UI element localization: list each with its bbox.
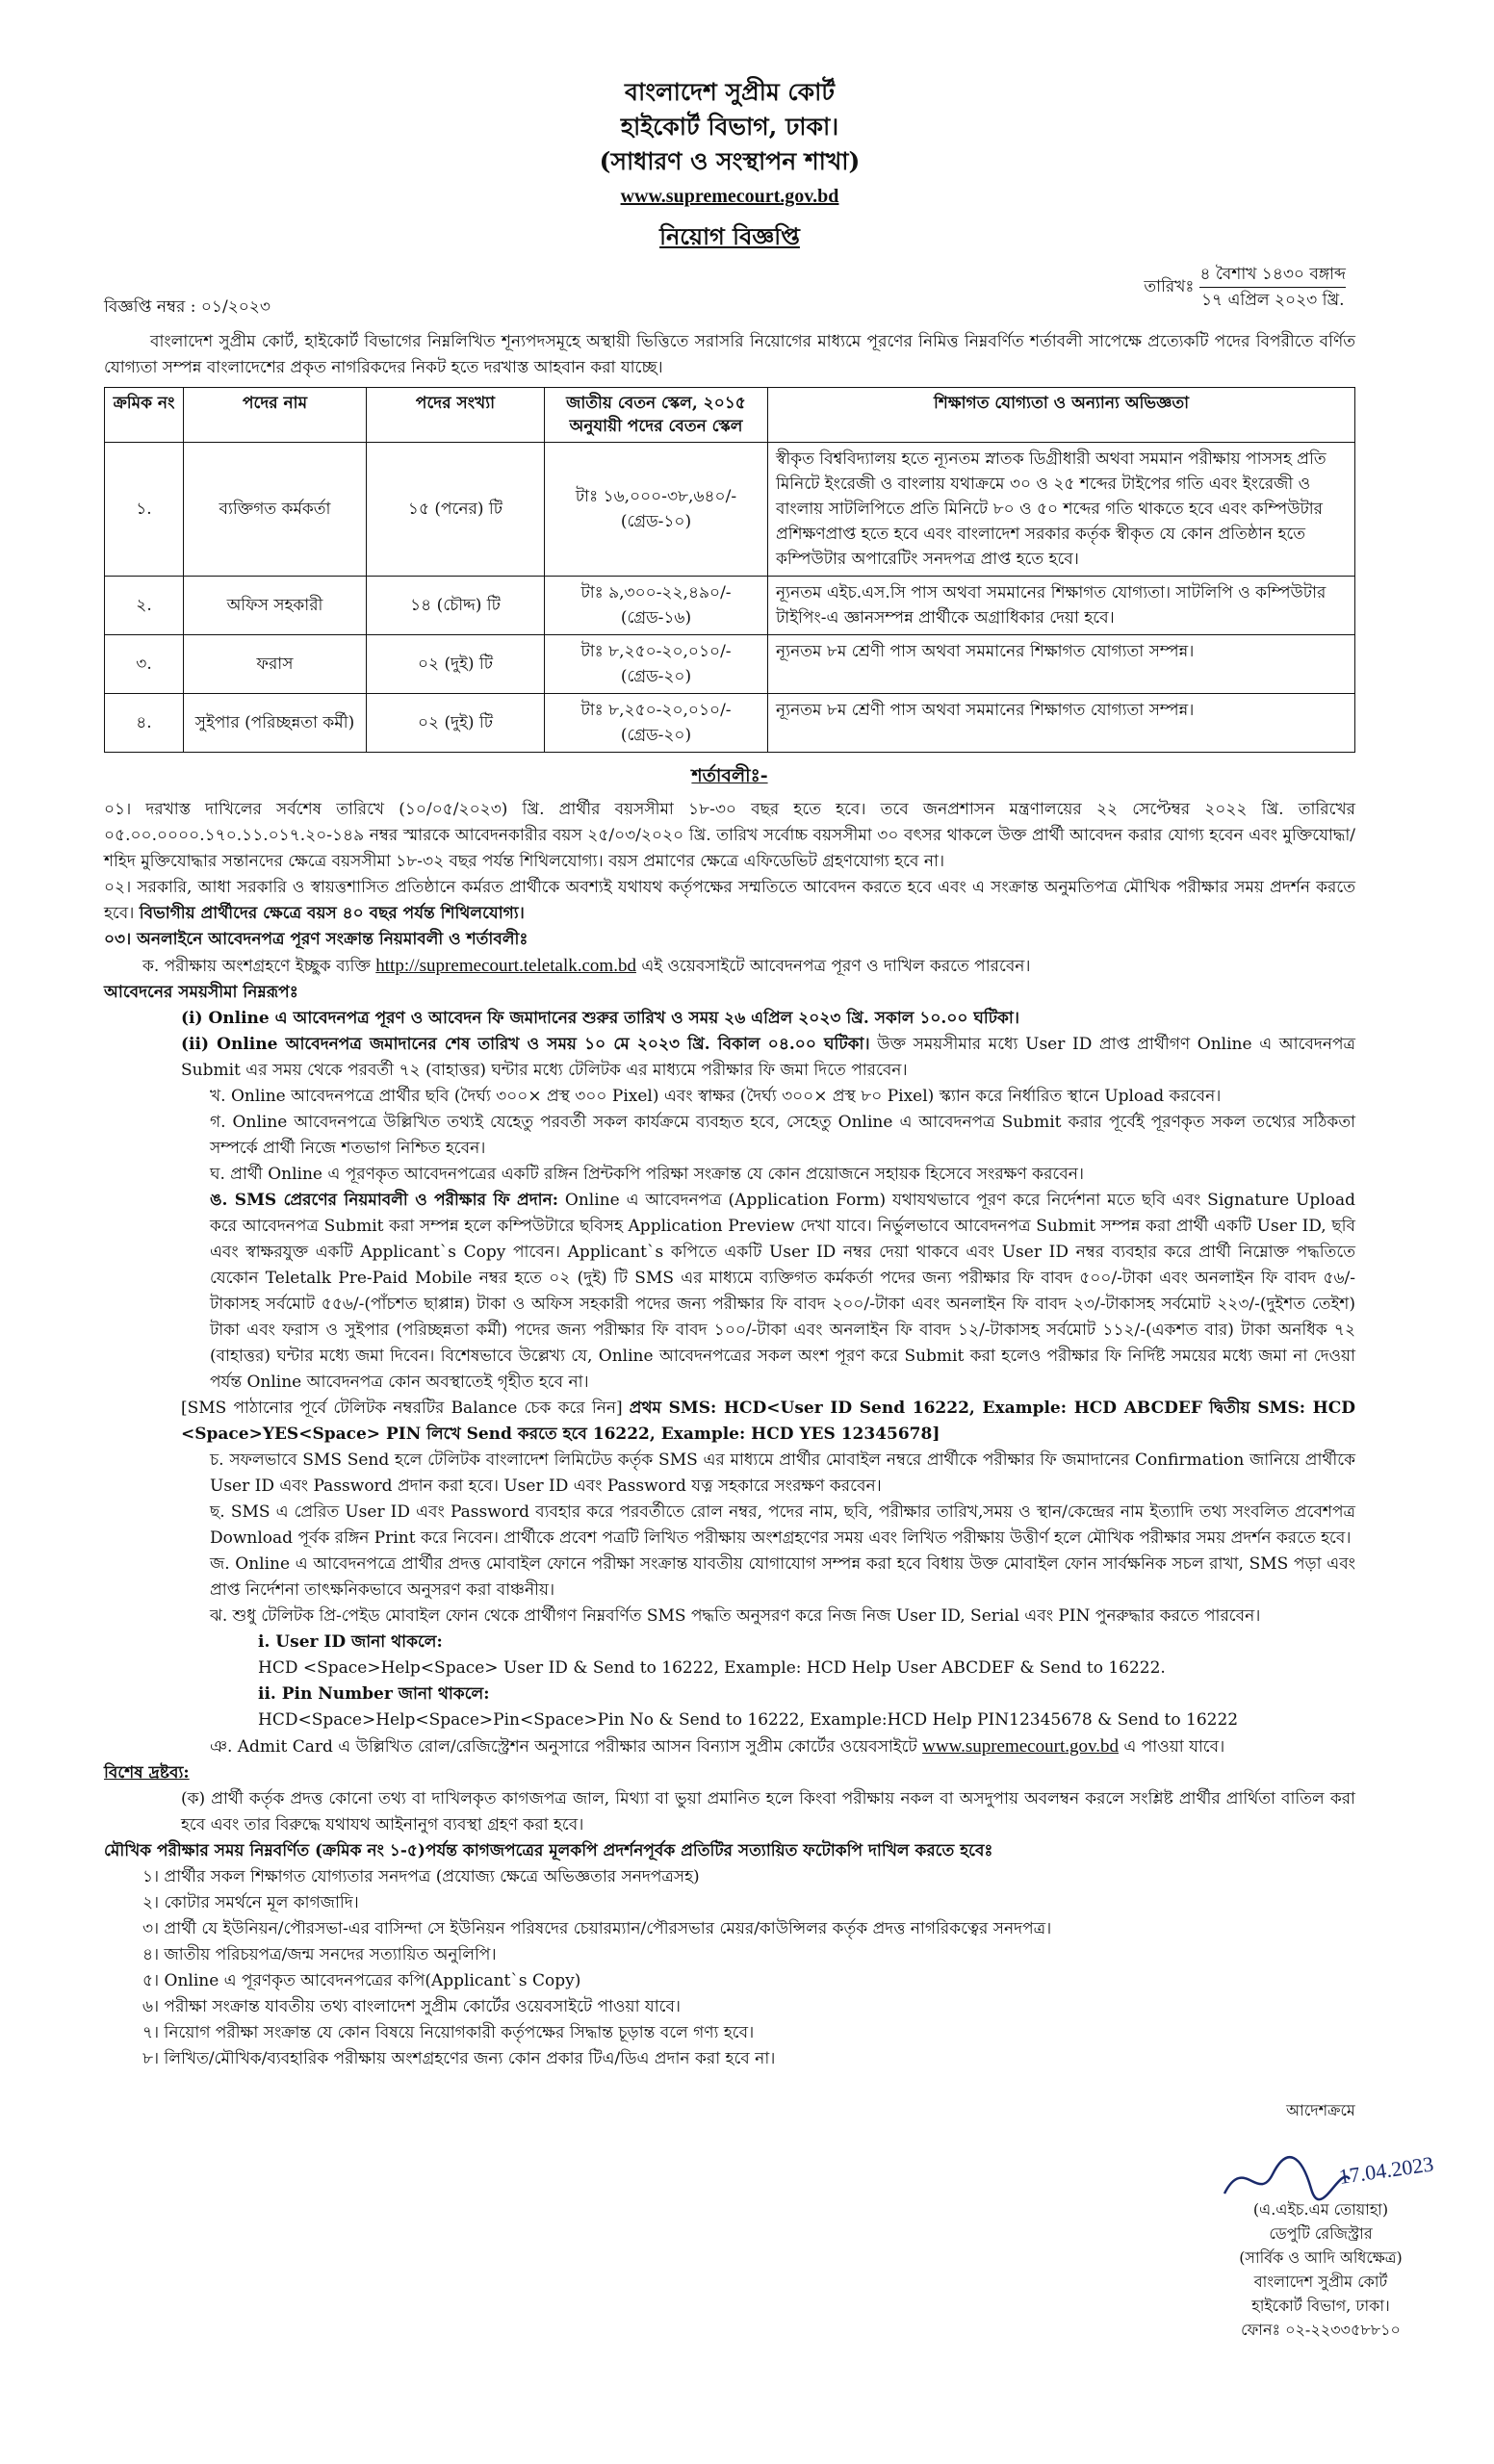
count-cell: ১৪ (চৌদ্দ) টি (367, 577, 545, 635)
pin-sms: HCD<Space>Help<Space>Pin<Space>Pin No & Send to 16222, Example:HCD Help PIN12345678 & Send to 16222 (258, 1710, 1239, 1730)
signatory-section: (সার্বিক ও আদি অধিক্ষেত্র) (1239, 2248, 1403, 2267)
condition-ja: জ. Online এ আবেদনপত্রে প্রার্থীর প্রদত্ত মোবাইল ফোনে পরীক্ষা সংক্রান্ত যাবতীয় যোগাযোগ সম্পন্ন করা হবে বিধায় উক্ত মোবাইল ফোন সার্বক্ষনিক সচল রাখা, SMS পড়া এবং প্রাপ্ত নির্দেশনা তাৎক্ষনিকভাবে অনুসরণ করা বাঞ্চনীয়। (210, 1554, 1355, 1600)
sms-rules-title: ঙ. SMS প্রেরণের নিয়মাবলী ও পরীক্ষার ফি প্রদান: (210, 1191, 559, 1210)
website-link[interactable]: www.supremecourt.gov.bd (620, 186, 839, 207)
special-note-ka: (ক) প্রার্থী কর্তৃক প্রদত্ত কোনো তথ্য বা দাখিলকৃত কাগজপত্র জাল, মিথ্যা বা ভুয়া প্রমানিত হলে কিংবা পরীক্ষায় নকল বা অসদুপায় অবলম্বন করলে সংশ্লিষ্ট প্রার্থীর প্রার্থিতা বাতিল করা হবে এবং তার বিরুদ্ধে যথাযথ আইনানুগ ব্যবস্থা গ্রহণ করা হবে। (181, 1789, 1355, 1835)
teletalk-link[interactable]: http://supremecourt.teletalk.com.bd (375, 956, 636, 976)
reference-row (104, 262, 1355, 325)
letterhead (104, 75, 1355, 254)
notice-page (104, 58, 1355, 2072)
signature-area (1176, 2122, 1465, 2197)
division-name: হাইকোর্ট বিভাগ, ঢাকা। (620, 113, 839, 141)
notice-number: বিজ্ঞপ্তি নম্বর : ০১/২০২৩ (104, 297, 270, 317)
user-id-title: i. User ID জানা থাকলে: (258, 1632, 443, 1652)
serial-cell: ২. (105, 577, 184, 635)
signature-scrawl-icon (1215, 2145, 1446, 2213)
by-order: আদেশক্রমে (1286, 2101, 1355, 2119)
time-limit-start: (i) Online এ আবেদনপত্র পূরণ ও আবেদন ফি জমাদানের শুরুর তারিখ ও সময় ২৬ এপ্রিল ২০২৩ খ্রি. সকাল ১০.০০ ঘটিকা। (181, 1009, 1019, 1028)
post-cell: ফরাস (184, 635, 367, 694)
qualification-cell: স্বীকৃত বিশ্ববিদ্যালয় হতে ন্যূনতম স্নাতক ডিগ্রীধারী অথবা সমমান পরীক্ষায় পাসসহ প্রতি মিনিটে ইংরেজী ও বাংলায় যথাক্রমে ৩০ ও ২৫ শব্দের টাইপের গতি এবং ইংরেজী ও বাংলায় সাটলিপিতে প্রতি মিনিটে ৮০ ও ৫০ শব্দের গতি থাকতে হবে এবং কম্পিউটার প্রশিক্ষণপ্রাপ্ত হতে হবে এবং বাংলাদেশ সরকার কর্তৃক স্বীকৃত যে কোন প্রতিষ্ঠান হতে কম্পিউটার অপারেটিং সনদপত্র প্রাপ্ত হতে হবে। (768, 443, 1355, 577)
vacancy-table (104, 387, 1355, 753)
signature-block (1176, 2098, 1465, 2342)
list-item: ৩। প্রার্থী যে ইউনিয়ন/পৌরসভা-এর বাসিন্দা সে ইউনিয়ন পরিষদের চেয়ারম্যান/পৌরসভার মেয়র/কাউন্সিলর কর্তৃক প্রদত্ত নাগরিকত্বের সনদপত্র। (142, 1919, 1052, 1938)
time-limit-end-text: উক্ত সময়সীমার মধ্যে User ID প্রাপ্ত প্রার্থীগণ Online এ আবেদনপত্র Submit এর সময় থেকে পরবর্তী ৭২ (বাহাত্তর) ঘন্টার মধ্যে টেলিটক এর মাধ্যমে পরীক্ষার ফি জমা দিতে পারবেন। (181, 1035, 1355, 1080)
list-item: ৫। Online এ পূরণকৃত আবেদনপত্রের কপি(Applicant`s Copy) (142, 1971, 581, 1990)
list-item: ২। কোটার সমর্থনে মূল কাগজাদি। (142, 1893, 359, 1912)
conditions-title: শর্তাবলীঃ- (691, 765, 768, 786)
serial-cell: ১. (105, 443, 184, 577)
col-count: পদের সংখ্যা (367, 388, 545, 443)
condition-gha: ঘ. প্রার্থী Online এ পূরণকৃত আবেদনপত্রের একটি রঙ্গিন প্রিন্টকপি পরিক্ষা সংক্রান্ত যে কোন প্রয়োজনে সহায়ক হিসেবে সংরক্ষণ করবেন। (210, 1165, 1084, 1184)
sms-format (104, 1396, 1355, 1448)
ka-text: ক. পরীক্ষায় অংশগ্রহণে ইচ্ছুক ব্যক্তি (142, 957, 371, 976)
col-qualification: শিক্ষাগত যোগ্যতা ও অন্যান্য অভিজ্ঞতা (768, 388, 1355, 443)
count-cell: ১৫ (পনের) টি (367, 443, 545, 577)
user-id-sms: HCD <Space>Help<Space> User ID & Send to 16222, Example: HCD Help User ABCDEF & Send to 16222. (258, 1658, 1166, 1678)
col-serial: ক্রমিক নং (105, 388, 184, 443)
condition-ga: গ. Online আবেদনপত্রে উল্লিখিত তথ্যই যেহেতু পরবর্তী সকল কার্যক্রমে ব্যবহৃত হবে, সেহেতু Online এ আবেদনপত্র Submit করার পূর্বেই পূরণকৃত সকল তথ্যের সঠিকতা সম্পর্কে প্রার্থী নিজে শতভাগ নিশ্চিত হবেন। (210, 1113, 1355, 1158)
col-post: পদের নাম (184, 388, 367, 443)
time-limit-end-bold: (ii) Online আবেদনপত্র জমাদানের শেষ তারিখ ও সময় ১০ মে ২০২৩ খ্রি. বিকাল ০৪.০০ ঘটিকা। (181, 1035, 870, 1054)
qualification-cell: ন্যূনতম ৮ম শ্রেণী পাস অথবা সমমানের শিক্ষাগত যোগ্যতা সম্পন্ন। (768, 635, 1355, 694)
pin-title: ii. Pin Number জানা থাকলে: (258, 1684, 490, 1704)
time-limit-end (104, 1032, 1355, 1084)
condition-chha: ছ. SMS এ প্রেরিত User ID এবং Password ব্যবহার করে পরবর্তীতে রোল নম্বর, পদের নাম, ছবি, পরীক্ষার তারিখ,সময় ও স্থান/কেন্দ্রের নাম ইত্যাদি তথ্য সংবলিত প্রবেশপত্র Download পূর্বক রঙ্গিন Print করে নিবেন। প্রার্থীকে প্রবেশ পত্রটি লিখিত পরীক্ষায় অংশগ্রহণের সময় এবং লিখিত পরীক্ষায় উত্তীর্ণ হলে মৌখিক পরীক্ষার সময় প্রদর্শন করতে হবে। (210, 1502, 1355, 1548)
document-list (104, 1864, 1355, 2072)
sms-balance-note: [SMS পাঠানোর পূর্বে টেলিটক নম্বরটির Balance চেক করে নিন] (181, 1399, 623, 1418)
sms-rules-body: Online এ আবেদনপত্র (Application Form) যথাযথভাবে পূরণ করে নির্দেশনা মতে ছবি এবং Signature Upload করে আবেদনপত্র Submit করা সম্পন্ন হলে কম্পিউটারে ছবিসহ Application Preview দেখা যাবে। নির্ভুলভাবে আবেদনপত্র Submit সম্পন্ন করা প্রার্থী একটি User ID, ছবি এবং স্বাক্ষরযুক্ত একটি Applicant`s Copy পাবেন। Applicant`s কপিতে একটি User ID নম্বর দেয়া থাকবে এবং User ID নম্বর ব্যবহার করে প্রার্থী নিম্নোক্ত পদ্ধতিতে যেকোন Teletalk Pre-Paid Mobile নম্বর হতে ০২ (দুই) টি SMS এর মাধ্যমে ব্যক্তিগত কর্মকর্তা পদের জন্য পরীক্ষার ফি বাবদ ৫০০/-টাকা এবং অনলাইন ফি বাবদ ৫৬/-টাকাসহ সর্বমোট ৫৫৬/-(পাঁচশত ছাপ্পান্ন) টাকা ও অফিস সহকারী পদের জন্য পরীক্ষার ফি বাবদ ২০০/-টাকা এবং অনলাইন ফি বাবদ ২৩/-টাকাসহ সর্বমোট ২২৩/-(দুইশত তেইশ) টাকা এবং ফরাস ও সুইপার (পরিচ্ছন্নতা কর্মী) পদের জন্য পরীক্ষার ফি বাবদ ১০০/-টাকা এবং অনলাইন ফি বাবদ ১২/-টাকাসহ সর্বমোট ১১২/-(একশত বার) টাকা অনধিক ৭২ (বাহাত্তর) ঘন্টার মধ্যে জমা দিবেন। বিশেষভাবে উল্লেখ্য যে, Online আবেদনপত্রের সকল অংশ পূরণ করে Submit করা হলেও পরীক্ষার ফি নির্দিষ্ট সময়ের মধ্যে জমা না দেওয়া পর্যন্ত Online আবেদনপত্র কোন অবস্থাতেই গৃহীত হবে না। (210, 1191, 1355, 1392)
table-row (105, 443, 1355, 577)
condition-nio (104, 1733, 1355, 1760)
count-cell: ০২ (দুই) টি (367, 635, 545, 694)
supremecourt-link[interactable]: www.supremecourt.gov.bd (922, 1736, 1119, 1757)
condition-1: ০১। দরখাস্ত দাখিলের সর্বশেষ তারিখে (১০/০৫/২০২৩) খ্রি. প্রার্থীর বয়সসীমা ১৮-৩০ বছর হতে হবে। তবে জনপ্রশাসন মন্ত্রণালয়ের ২২ সেপ্টেম্বর ২০২২ খ্রি. তারিখের ০৫.০০.০০০০.১৭০.১১.০১৭.২০-১৪৯ নম্বর স্মারকে আবেদনকারীর বয়স ২৫/০৩/২০২০ খ্রি. তারিখ সর্বোচ্চ বয়সসীমা ৩০ বৎসর থাকলে উক্ত প্রার্থী আবেদন করার যোগ্য হবেন এবং মুক্তিযোদ্ধা/শহিদ মুক্তিযোদ্ধার সন্তানদের ক্ষেত্রে বয়সসীমা ১৮-৩২ বছর পর্যন্ত শিথিলযোগ্য। বয়স প্রমাণের ক্ষেত্রে এফিডেভিট গ্রহণযোগ্য হবে না। (104, 800, 1355, 871)
list-item: ৮। লিখিত/মৌখিক/ব্যবহারিক পরীক্ষায় অংশগ্রহণের জন্য কোন প্রকার টিএ/ডিএ প্রদান করা হবে না। (142, 2049, 776, 2068)
admit-card-text-end: এ পাওয়া যাবে। (1123, 1737, 1225, 1757)
notice-date (1144, 262, 1346, 313)
admit-card-text: ঞ. Admit Card এ উল্লিখিত রোল/রেজিস্ট্রেশন অনুসারে পরীক্ষার আসন বিন্যাস সুপ্রীম কোর্টের ওয়েবসাইটে (210, 1737, 917, 1757)
serial-cell: ৩. (105, 635, 184, 694)
intro-paragraph: বাংলাদেশ সুপ্রীম কোর্ট, হাইকোর্ট বিভাগের নিম্নলিখিত শূন্যপদসমূহে অস্থায়ী ভিত্তিতে সরাসরি নিয়োগের মাধ্যমে পূরণের নিমিত্ত নিম্নবর্ণিত শর্তাবলী সাপেক্ষে প্রত্যেকটি পদের বিপরীতে বর্ণিত যোগ্যতা সম্পন্ন বাংলাদেশের প্রকৃত নাগরিকদের নিকট হতে দরখাস্ত আহবান করা যাচ্ছে। (104, 332, 1355, 377)
list-item: ৬। পরীক্ষা সংক্রান্ত যাবতীয় তথ্য বাংলাদেশ সুপ্রীম কোর্টের ওয়েবসাইটে পাওয়া যাবে। (142, 1997, 681, 2016)
org-name: বাংলাদেশ সুপ্রীম কোর্ট (625, 78, 835, 106)
condition-3-ka (104, 953, 1355, 980)
section-name: (সাধারণ ও সংস্থাপন শাখা) (599, 147, 861, 175)
sms-second: দ্বিতীয় SMS: HCD <Space>YES<Space> PIN লিখে Send করতে হবে 16222, Example: HCD YES 12345678] (181, 1399, 1356, 1444)
table-row (105, 577, 1355, 635)
post-cell: ব্যক্তিগত কর্মকর্তা (184, 443, 367, 577)
condition-2 (104, 875, 1355, 927)
count-cell: ০২ (দুই) টি (367, 694, 545, 753)
condition-2-text: ০২। সরকারি, আধা সরকারি ও স্বায়ত্তশাসিত প্রতিষ্ঠানে কর্মরত প্রার্থীকে অবশ্যই যথাযথ কর্তৃপক্ষের সম্মতিতে আবেদন করতে হবে এবং এ সংক্রান্ত অনুমতিপত্র মৌখিক পরীক্ষার সময় প্রদর্শন করতে হবে। (104, 878, 1355, 923)
viva-documents-title: মৌখিক পরীক্ষার সময় নিম্নবর্ণিত (ক্রমিক নং ১-৫)পর্যন্ত কাগজপত্রের মূলকপি প্রদর্শনপূর্বক প্রতিটির সত্যায়িত ফটোকপি দাখিল করতে হবেঃ (104, 1841, 993, 1861)
condition-3: ০৩। অনলাইনে আবেদনপত্র পূরণ সংক্রান্ত নিয়মাবলী ও শর্তাবলীঃ (104, 930, 528, 949)
condition-umo (104, 1188, 1355, 1396)
signatory-division: হাইকোর্ট বিভাগ, ঢাকা। (1251, 2297, 1390, 2315)
signatory-org: বাংলাদেশ সুপ্রীম কোর্ট (1253, 2272, 1388, 2291)
list-item: ১। প্রার্থীর সকল শিক্ষাগত যোগ্যতার সনদপত্র (প্রযোজ্য ক্ষেত্রে অভিজ্ঞতার সনদপত্রসহ) (142, 1867, 700, 1886)
date-label: তারিখঃ (1144, 276, 1195, 296)
notice-title: নিয়োগ বিজ্ঞপ্তি (659, 222, 800, 250)
signatory-name: (এ.এইচ.এম তোয়াহা) (1252, 2200, 1389, 2219)
table-row (105, 694, 1355, 753)
scale-cell: টাঃ ৮,২৫০-২০,০১০/- (গ্রেড-২০) (545, 635, 768, 694)
condition-jha: ঝ. শুধু টেলিটক প্রি-পেইড মোবাইল ফোন থেকে প্রার্থীগণ নিম্নবর্ণিত SMS পদ্ধতি অনুসরণ করে নিজ নিজ User ID, Serial এবং PIN পুনরুদ্ধার করতে পারবেন। (210, 1606, 1261, 1626)
qualification-cell: ন্যূনতম এইচ.এস.সি পাস অথবা সমমানের শিক্ষাগত যোগ্যতা। সাটলিপি ও কম্পিউটার টাইপিং-এ জ্ঞানসম্পন্ন প্রার্থীকে অগ্রাধিকার দেয়া হবে। (768, 577, 1355, 635)
date-gregorian: ১৭ এপ্রিল ২০২৩ খ্রি. (1200, 291, 1345, 310)
qualification-cell: ন্যূনতম ৮ম শ্রেণী পাস অথবা সমমানের শিক্ষাগত যোগ্যতা সম্পন্ন। (768, 694, 1355, 753)
signatory-designation: ডেপুটি রেজিস্ট্রার (1269, 2224, 1373, 2243)
scale-cell: টাঃ ৮,২৫০-২০,০১০/- (গ্রেড-২০) (545, 694, 768, 753)
ka-text-end: এই ওয়েবসাইটে আবেদনপত্র পূরণ ও দাখিল করতে পারবেন। (641, 957, 1031, 976)
col-scale: জাতীয় বেতন স্কেল, ২০১৫ অনুযায়ী পদের বেতন স্কেল (545, 388, 768, 443)
condition-kha: খ. Online আবেদনপত্রে প্রার্থীর ছবি (দৈর্ঘ্য ৩০০× প্রস্থ ৩০০ Pixel) এবং স্বাক্ষর (দৈর্ঘ্য ৩০০× প্রস্থ ৮০ Pixel) স্ক্যান করে নির্ধারিত স্থানে Upload করবেন। (210, 1087, 1222, 1106)
list-item: ৭। নিয়োগ পরীক্ষা সংক্রান্ত যে কোন বিষয়ে নিয়োগকারী কর্তৃপক্ষের সিদ্ধান্ত চূড়ান্ত বলে গণ্য হবে। (142, 2023, 755, 2042)
time-limit-title: আবেদনের সময়সীমা নিম্নরূপঃ (104, 983, 298, 1002)
post-cell: সুইপার (পরিচ্ছন্নতা কর্মী) (184, 694, 367, 753)
table-row (105, 635, 1355, 694)
post-cell: অফিস সহকারী (184, 577, 367, 635)
signature-date: 17.04.2023 (1337, 2151, 1435, 2189)
scale-cell: টাঃ ১৬,০০০-৩৮,৬৪০/- (গ্রেড-১০) (545, 443, 768, 577)
signatory-phone: ফোনঃ ০২-২২৩৩৫৮৮১০ (1241, 2321, 1401, 2339)
date-bangla: ৪ বৈশাখ ১৪৩০ বঙ্গাব্দ (1199, 262, 1346, 288)
serial-cell: ৪. (105, 694, 184, 753)
condition-cha: চ. সফলভাবে SMS Send হলে টেলিটক বাংলাদেশ লিমিটেড কর্তৃক SMS এর মাধ্যমে প্রার্থীর মোবাইল নম্বরে প্রার্থীকে পরীক্ষার ফি জমাদানের Confirmation জানিয়ে প্রার্থীকে User ID এবং Password প্রদান করা হবে। User ID এবং Password যত্ন সহকারে সংরক্ষণ করবেন। (210, 1450, 1355, 1496)
sms-first: প্রথম SMS: HCD<User ID Send 16222, Example: HCD ABCDEF (629, 1399, 1202, 1418)
table-header-row (105, 388, 1355, 443)
list-item: ৪। জাতীয় পরিচয়পত্র/জন্ম সনদের সত্যায়িত অনুলিপি। (142, 1945, 497, 1964)
condition-2-bold: বিভাগীয় প্রার্থীদের ক্ষেত্রে বয়স ৪০ বছর পর্যন্ত শিথিলযোগ্য। (139, 904, 525, 923)
scale-cell: টাঃ ৯,৩০০-২২,৪৯০/- (গ্রেড-১৬) (545, 577, 768, 635)
special-note-title: বিশেষ দ্রষ্টব্য: (104, 1763, 190, 1783)
